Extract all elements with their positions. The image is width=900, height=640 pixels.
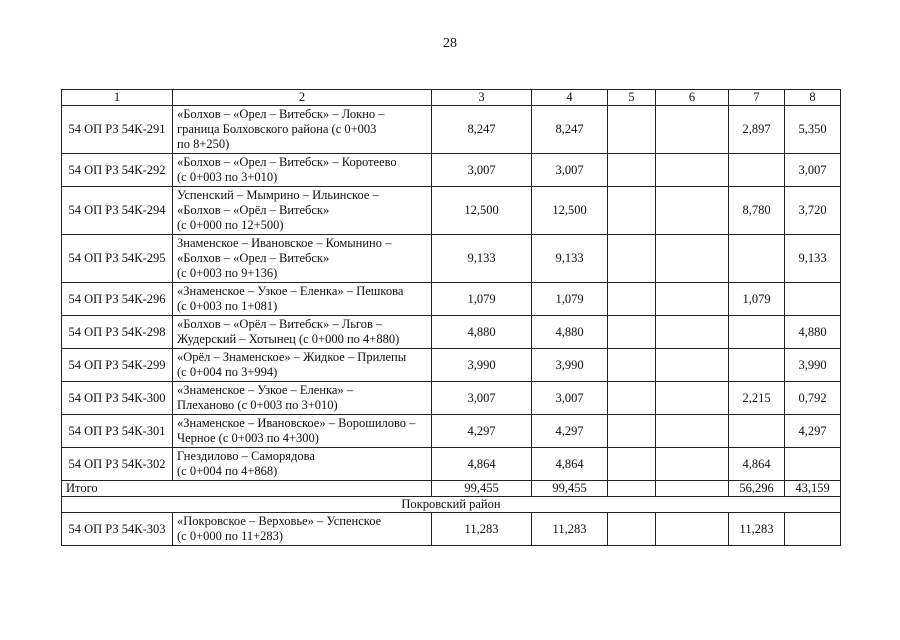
cell-7: 2,215: [729, 382, 785, 415]
table-row: [62, 448, 841, 481]
cell-5: [608, 106, 656, 154]
col-header-7: 7: [729, 90, 785, 106]
cell-3: 3,990: [432, 349, 532, 382]
road-name-line: (с 0+003 по 9+136): [177, 266, 278, 280]
header-row: [62, 90, 841, 106]
cell-8: 9,133: [785, 235, 841, 283]
road-code: 54 ОП РЗ 54К-298: [62, 316, 173, 349]
cell-6: [656, 316, 729, 349]
table-row: [62, 106, 841, 154]
district-heading: Покровский район: [62, 497, 841, 513]
road-name: [173, 415, 432, 448]
road-name-line: «Знаменское – Узкое – Еленка» –: [177, 383, 354, 397]
road-name-line: «Орёл – Знаменское» – Жидкое – Прилепы: [177, 350, 407, 364]
cell-6: [656, 235, 729, 283]
cell-6: [656, 187, 729, 235]
road-name-line: «Болхов – «Орёл – Витебск» – Льгов –: [177, 317, 383, 331]
cell-5: [608, 187, 656, 235]
road-code: 54 ОП РЗ 54К-291: [62, 106, 173, 154]
road-name-line: «Знаменское – Узкое – Еленка» – Пешкова: [177, 284, 404, 298]
cell-6: [656, 448, 729, 481]
road-name-line: (с 0+004 по 4+868): [177, 464, 278, 478]
table-body-bolkhov: [62, 106, 841, 481]
cell-4: 3,007: [532, 154, 608, 187]
cell-7: [729, 235, 785, 283]
cell-5: [608, 382, 656, 415]
cell-7: [729, 154, 785, 187]
cell-3: 3,007: [432, 154, 532, 187]
cell-5: [608, 513, 656, 546]
road-name-line: «Болхов – «Орел – Витебск»: [177, 251, 330, 265]
road-code: 54 ОП РЗ 54К-294: [62, 187, 173, 235]
cell-5: [608, 283, 656, 316]
cell-5: [608, 349, 656, 382]
cell-7: 2,897: [729, 106, 785, 154]
road-name-line: граница Болховского района (с 0+003: [177, 122, 377, 136]
cell-8: [785, 283, 841, 316]
cell-8: [785, 513, 841, 546]
cell-6: [656, 513, 729, 546]
road-name: [173, 513, 432, 546]
cell-4: 3,990: [532, 349, 608, 382]
cell-6: [656, 106, 729, 154]
cell-3: 4,880: [432, 316, 532, 349]
road-name: [173, 187, 432, 235]
road-name: [173, 448, 432, 481]
table-row: [62, 187, 841, 235]
road-name: [173, 382, 432, 415]
road-name-line: «Болхов – «Орел – Витебск» – Коротеево: [177, 155, 397, 169]
total-cell-5: [608, 481, 656, 497]
cell-8: 0,792: [785, 382, 841, 415]
road-name-line: (с 0+000 по 12+500): [177, 218, 284, 232]
road-name-line: (с 0+000 по 11+283): [177, 529, 284, 543]
col-header-3: 3: [432, 90, 532, 106]
cell-6: [656, 154, 729, 187]
road-name: [173, 106, 432, 154]
road-code: 54 ОП РЗ 54К-299: [62, 349, 173, 382]
table-row: [62, 154, 841, 187]
cell-4: 4,864: [532, 448, 608, 481]
cell-5: [608, 448, 656, 481]
cell-3: 8,247: [432, 106, 532, 154]
road-name-line: «Знаменское – Ивановское» – Ворошилово –: [177, 416, 416, 430]
cell-8: [785, 448, 841, 481]
road-code: 54 ОП РЗ 54К-303: [62, 513, 173, 546]
road-name-line: Гнездилово – Саморядова: [177, 449, 315, 463]
cell-8: 4,297: [785, 415, 841, 448]
total-cell-4: 99,455: [532, 481, 608, 497]
cell-4: 1,079: [532, 283, 608, 316]
cell-3: 9,133: [432, 235, 532, 283]
road-name-line: (с 0+003 по 3+010): [177, 170, 278, 184]
cell-3: 4,864: [432, 448, 532, 481]
col-header-8: 8: [785, 90, 841, 106]
cell-6: [656, 415, 729, 448]
cell-7: 8,780: [729, 187, 785, 235]
page-number: 28: [443, 36, 457, 51]
cell-7: [729, 349, 785, 382]
cell-7: 4,864: [729, 448, 785, 481]
road-name: [173, 316, 432, 349]
road-name-line: Успенский – Мымрино – Ильинское –: [177, 188, 379, 202]
road-name-line: «Болхов – «Орёл – Витебск»: [177, 203, 330, 217]
cell-3: 3,007: [432, 382, 532, 415]
road-name-line: (с 0+004 по 3+994): [177, 365, 278, 379]
total-row: [62, 481, 841, 497]
cell-8: 4,880: [785, 316, 841, 349]
cell-8: 3,720: [785, 187, 841, 235]
cell-4: 8,247: [532, 106, 608, 154]
cell-4: 9,133: [532, 235, 608, 283]
road-name-line: Знаменское – Ивановское – Комынино –: [177, 236, 392, 250]
cell-7: [729, 415, 785, 448]
road-name-line: Плеханово (с 0+003 по 3+010): [177, 398, 338, 412]
cell-4: 12,500: [532, 187, 608, 235]
cell-5: [608, 316, 656, 349]
road-name: [173, 283, 432, 316]
table-row: [62, 235, 841, 283]
table-row: [62, 415, 841, 448]
cell-3: 11,283: [432, 513, 532, 546]
total-cell-6: [656, 481, 729, 497]
cell-8: 5,350: [785, 106, 841, 154]
cell-3: 1,079: [432, 283, 532, 316]
cell-7: [729, 316, 785, 349]
cell-6: [656, 349, 729, 382]
cell-4: 3,007: [532, 382, 608, 415]
col-header-1: 1: [62, 90, 173, 106]
table-row: [62, 316, 841, 349]
cell-3: 4,297: [432, 415, 532, 448]
cell-5: [608, 235, 656, 283]
road-name: [173, 235, 432, 283]
cell-7: 1,079: [729, 283, 785, 316]
road-code: 54 ОП РЗ 54К-292: [62, 154, 173, 187]
road-code: 54 ОП РЗ 54К-301: [62, 415, 173, 448]
road-name-line: по 8+250): [177, 137, 230, 151]
road-name-line: Черное (с 0+003 по 4+300): [177, 431, 319, 445]
cell-5: [608, 415, 656, 448]
table-body-summary: [62, 481, 841, 513]
cell-3: 12,500: [432, 187, 532, 235]
cell-4: 11,283: [532, 513, 608, 546]
table-row: [62, 283, 841, 316]
road-code: 54 ОП РЗ 54К-296: [62, 283, 173, 316]
road-name-line: «Покровское – Верховье» – Успенское: [177, 514, 382, 528]
road-name-line: Жудерский – Хотынец (с 0+000 по 4+880): [177, 332, 400, 346]
table-row: [62, 382, 841, 415]
cell-5: [608, 154, 656, 187]
table-row: [62, 349, 841, 382]
roads-table: [61, 89, 841, 546]
cell-4: 4,297: [532, 415, 608, 448]
road-code: 54 ОП РЗ 54К-295: [62, 235, 173, 283]
total-cell-7: 56,296: [729, 481, 785, 497]
table-body-pokrovsky: [62, 513, 841, 546]
cell-4: 4,880: [532, 316, 608, 349]
cell-6: [656, 283, 729, 316]
total-cell-8: 43,159: [785, 481, 841, 497]
road-name-line: «Болхов – «Орел – Витебск» – Локно –: [177, 107, 385, 121]
cell-7: 11,283: [729, 513, 785, 546]
road-code: 54 ОП РЗ 54К-300: [62, 382, 173, 415]
road-name: [173, 154, 432, 187]
road-name-line: (с 0+003 по 1+081): [177, 299, 278, 313]
col-header-6: 6: [656, 90, 729, 106]
total-cell-3: 99,455: [432, 481, 532, 497]
col-header-4: 4: [532, 90, 608, 106]
district-row: [62, 497, 841, 513]
cell-8: 3,007: [785, 154, 841, 187]
total-label: Итого: [62, 481, 432, 497]
road-name: [173, 349, 432, 382]
table-row: [62, 513, 841, 546]
road-code: 54 ОП РЗ 54К-302: [62, 448, 173, 481]
col-header-2: 2: [173, 90, 432, 106]
cell-8: 3,990: [785, 349, 841, 382]
col-header-5: 5: [608, 90, 656, 106]
cell-6: [656, 382, 729, 415]
